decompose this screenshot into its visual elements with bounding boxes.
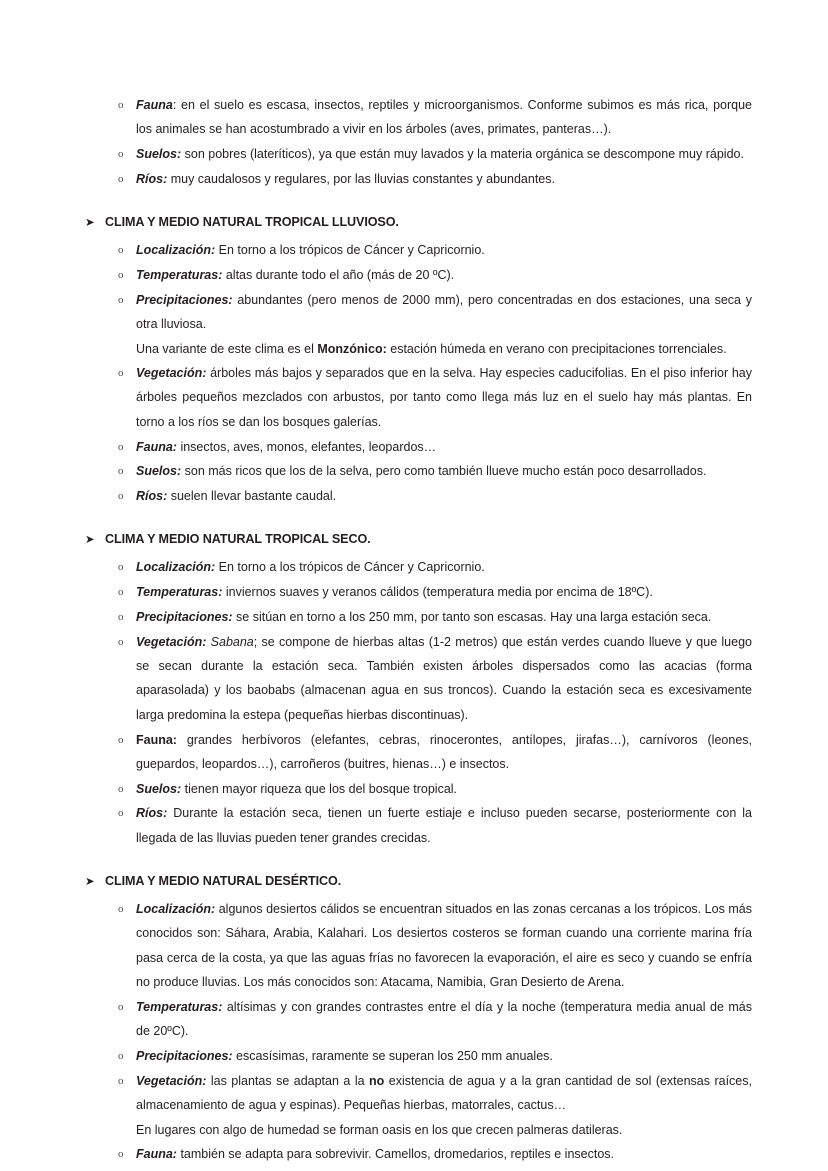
section-heading (80, 212, 752, 232)
list-item-text (136, 361, 752, 434)
section-heading-text: CLIMA Y MEDIO NATURAL DESÉRTICO. (105, 874, 342, 889)
item-label: Fauna (136, 98, 173, 112)
circle-bullet-icon: o (118, 268, 124, 281)
item-body: grandes herbívoros (elefantes, cebras, rinocerontes, antílopes, jirafas…), carnívoros (leones, guepardos, leopardos…), carroñeros (buitres, hienas…) e insectos. (136, 732, 752, 771)
list-item-text (136, 435, 752, 459)
arrowhead-bullet-icon: ➤ (85, 215, 95, 230)
item-label: Suelos: (136, 781, 182, 796)
continuation-paragraph: En lugares con algo de humedad se forman oasis en los que crecen palmeras datileras. (136, 1122, 623, 1137)
item-body: Durante la estación seca, tienen un fuerte estiaje e incluso pueden secarse, posteriormente con la llegada de las lluvias pueden tener grandes crecidas. (136, 806, 752, 845)
list-item-text (136, 142, 752, 166)
item-label: Fauna: (136, 732, 177, 747)
circle-bullet-icon: o (118, 1147, 124, 1160)
bullet-list (80, 1142, 752, 1166)
item-body: también se adapta para sobrevivir. Camellos, dromedarios, reptiles e insectos. (176, 1146, 615, 1161)
list-item-text (136, 995, 752, 1044)
circle-bullet-icon: o (118, 490, 124, 503)
item-label: Precipitaciones: (136, 1048, 233, 1063)
document-content (80, 93, 752, 1166)
item-label: Precipitaciones: (136, 610, 233, 625)
item-body: en el suelo es escasa, insectos, reptiles y microorganismos. Conforme subimos es más rica, porque los animales se han acostumbrado a vivir en los árboles (aves, primates, panteras…). (136, 98, 752, 137)
list-item-text (136, 555, 752, 579)
list-item-text (136, 777, 752, 801)
section-selva-continuation (80, 93, 752, 191)
item-bold-word: no (369, 1073, 385, 1088)
bullet-list (80, 93, 752, 191)
item-body: altísimas y con grandes contrastes entre el día y la noche (temperatura media anual de más de 20ºC). (136, 999, 752, 1038)
circle-bullet-icon: o (118, 611, 124, 624)
section-heading (80, 871, 752, 891)
item-label: Ríos: (136, 806, 168, 821)
list-item (80, 263, 752, 287)
section-heading-text: CLIMA Y MEDIO NATURAL TROPICAL LLUVIOSO. (105, 215, 399, 230)
list-item (80, 1069, 752, 1118)
item-body: escasísimas, raramente se superan los 250 mm anuales. (232, 1048, 553, 1063)
list-item (80, 361, 752, 434)
item-label: Fauna: (136, 1146, 177, 1161)
list-item-text (136, 897, 752, 994)
list-item-text (136, 93, 752, 142)
circle-bullet-icon: o (118, 807, 124, 820)
list-item-text (136, 263, 752, 287)
section-heading-text: CLIMA Y MEDIO NATURAL TROPICAL SECO. (105, 532, 371, 547)
list-item (80, 801, 752, 850)
item-body: insectos, aves, monos, elefantes, leopardos… (176, 439, 437, 454)
circle-bullet-icon: o (118, 1000, 124, 1013)
item-body: son pobres (lateríticos), ya que están muy lavados y la materia orgánica se descompone muy rápido. (181, 147, 744, 162)
list-item-text (136, 484, 752, 508)
item-label: Localización: (136, 902, 216, 917)
list-item (80, 897, 752, 994)
section-tropical-seco (80, 529, 752, 850)
item-body: algunos desiertos cálidos se encuentran situados en las zonas cercanas a los trópicos. Los más conocidos son: Sáhara, Arabia, Kalahari. Los desiertos costeros se forman cuando una corriente marina fría pasa cerca de la costa, ya que las aguas frías no favorecen la evaporación, el aire es seco y cuando se enfría no produce lluvias. Los más conocidos son: Atacama, Namibia, Gran Desierto de Arena. (136, 902, 752, 989)
item-label: Ríos: (136, 489, 168, 504)
circle-bullet-icon: o (118, 244, 124, 257)
item-body: altas durante todo el año (más de 20 ºC). (222, 267, 455, 282)
item-body: son más ricos que los de la selva, pero como también llueve mucho están poco desarrollados. (181, 464, 707, 479)
item-body: árboles más bajos y separados que en la selva. Hay especies caducifolias. En el piso inferior hay árboles pequeños mezclados con arbustos, por tanto como llega más luz en el suelo hay más plantas. En torno a los ríos se dan los bosques galerías. (136, 366, 752, 429)
item-label: Fauna: (136, 439, 177, 454)
item-label: Suelos: (136, 147, 182, 162)
list-item (80, 777, 752, 801)
item-body: suelen llevar bastante caudal. (167, 489, 337, 504)
item-body: inviernos suaves y veranos cálidos (temperatura media por encima de 18ºC). (222, 585, 653, 600)
list-item-text (136, 630, 752, 727)
item-label: Temperaturas: (136, 267, 223, 282)
list-item-text (136, 1142, 752, 1166)
list-item (80, 288, 752, 337)
circle-bullet-icon: o (118, 293, 124, 306)
list-item-text (136, 167, 752, 191)
list-item (80, 728, 752, 777)
item-body-pre: las plantas se adaptan a la (206, 1073, 370, 1088)
item-body: En torno a los trópicos de Cáncer y Capricornio. (215, 243, 485, 258)
section-tropical-lluvioso (80, 212, 752, 508)
circle-bullet-icon: o (118, 635, 124, 648)
continuation-bold-term: Monzónico: (317, 341, 387, 356)
list-item (80, 580, 752, 604)
list-item-text (136, 238, 752, 262)
arrowhead-bullet-icon: ➤ (85, 874, 95, 889)
circle-bullet-icon: o (118, 782, 124, 795)
list-item (80, 555, 752, 579)
list-item-text (136, 605, 752, 629)
item-label: Suelos: (136, 464, 182, 479)
list-item-text (136, 288, 752, 337)
continuation-pre: Una variante de este clima es el (136, 341, 318, 356)
item-label: Localización: (136, 243, 216, 258)
item-label: Temperaturas: (136, 585, 223, 600)
item-italic-term: Sabana (206, 634, 254, 649)
circle-bullet-icon: o (118, 99, 124, 111)
item-label: Localización: (136, 560, 216, 575)
list-item (80, 435, 752, 459)
item-body: abundantes (pero menos de 2000 mm), pero concentradas en dos estaciones, una seca y otra lluviosa. (136, 292, 752, 332)
list-item-text (136, 1044, 752, 1068)
list-item-text (136, 580, 752, 604)
bullet-list (80, 897, 752, 1117)
bullet-list (80, 361, 752, 508)
circle-bullet-icon: o (118, 1049, 124, 1062)
list-item (80, 167, 752, 191)
circle-bullet-icon: o (118, 733, 124, 746)
list-item (80, 630, 752, 727)
circle-bullet-icon: o (118, 172, 124, 185)
item-label: Ríos: (136, 171, 168, 186)
bullet-list (80, 555, 752, 850)
continuation-post: estación húmeda en verano con precipitaciones torrenciales. (386, 341, 727, 356)
item-body-post: existencia de agua y a la gran cantidad de sol (extensas raíces, almacenamiento de agua y espinas). Pequeñas hierbas, matorrales, cactus… (136, 1073, 752, 1112)
item-label: Vegetación: (136, 634, 207, 649)
list-item (80, 995, 752, 1044)
bullet-list (80, 238, 752, 336)
circle-bullet-icon: o (118, 1074, 124, 1087)
list-item (80, 1142, 752, 1166)
section-desertico (80, 871, 752, 1166)
list-item (80, 484, 752, 508)
item-label: Vegetación: (136, 366, 207, 381)
item-label: Precipitaciones: (136, 292, 233, 307)
item-label: Vegetación: (136, 1073, 207, 1088)
circle-bullet-icon: o (118, 148, 124, 161)
list-item (80, 93, 752, 142)
list-item (80, 1044, 752, 1068)
circle-bullet-icon: o (118, 465, 124, 478)
circle-bullet-icon: o (118, 903, 124, 916)
circle-bullet-icon: o (118, 561, 124, 574)
item-body: muy caudalosos y regulares, por las lluvias constantes y abundantes. (167, 171, 555, 186)
section-heading (80, 529, 752, 549)
circle-bullet-icon: o (118, 440, 124, 453)
list-item-text (136, 459, 752, 483)
list-item (80, 459, 752, 483)
item-body: tienen mayor riqueza que los del bosque tropical. (181, 781, 458, 796)
list-item-text (136, 1069, 752, 1118)
item-body: En torno a los trópicos de Cáncer y Capricornio. (215, 560, 485, 575)
circle-bullet-icon: o (118, 586, 124, 599)
item-separator: : (172, 98, 177, 112)
arrowhead-bullet-icon: ➤ (85, 532, 95, 547)
circle-bullet-icon: o (118, 367, 124, 380)
item-label: Temperaturas: (136, 999, 223, 1014)
continuation-paragraph (136, 337, 752, 361)
item-body: ; se compone de hierbas altas (1-2 metros) que están verdes cuando llueve y que luego se secan durante la estación seca. También existen árboles dispersados como las acacias (forma aparasolada) y los baobabs (almacenan agua en sus troncos). Cuando la estación seca es excesivamente larga predomina la estepa (pequeñas hierbas discontinuas). (136, 634, 752, 722)
list-item (80, 238, 752, 262)
list-item-text (136, 728, 752, 777)
item-body: se sitúan en torno a los 250 mm, por tanto son escasas. Hay una larga estación seca. (232, 610, 712, 625)
list-item (80, 605, 752, 629)
list-item-text (136, 801, 752, 850)
list-item (80, 142, 752, 166)
